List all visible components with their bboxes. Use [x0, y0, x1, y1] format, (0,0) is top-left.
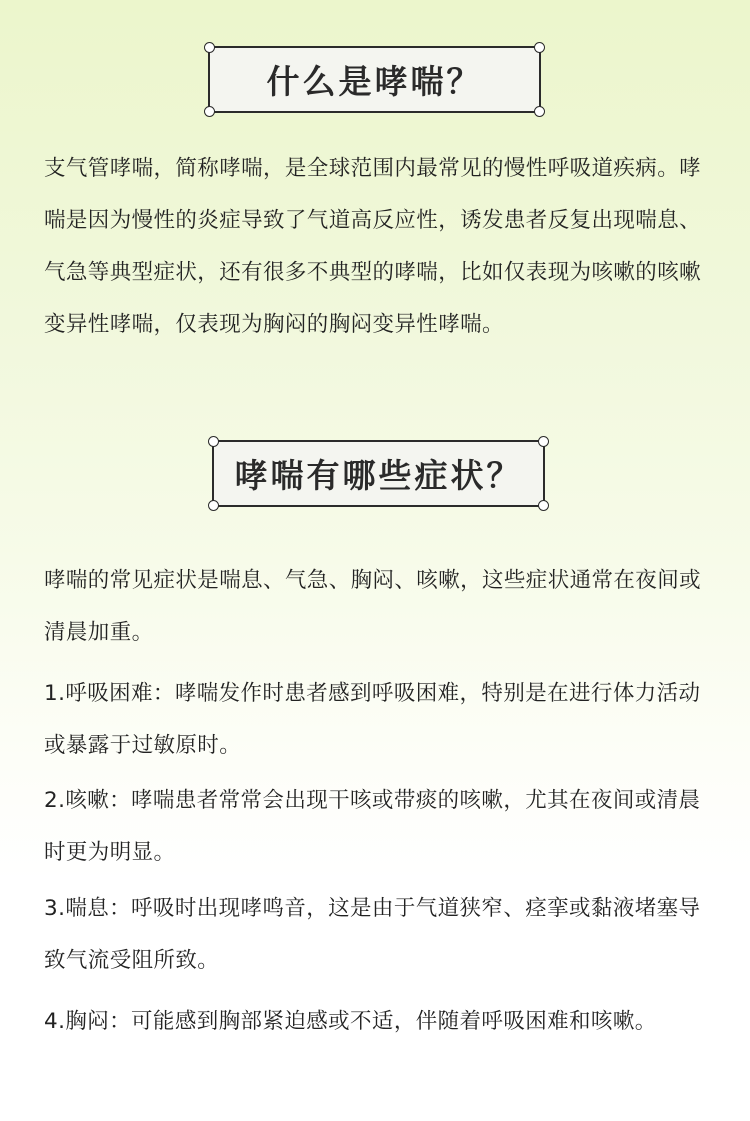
corner-dot: [208, 436, 219, 447]
section-title-box-symptoms: [212, 440, 545, 507]
corner-dot: [208, 500, 219, 511]
corner-dot: [204, 106, 215, 117]
corner-dot: [538, 436, 549, 447]
section-title: 什么是哮喘？: [266, 62, 483, 101]
symptom-item-dyspnea: 1.呼吸困难：哮喘发作时患者感到呼吸困难，特别是在进行体力活动或暴露于过敏原时。: [44, 681, 701, 758]
corner-dot: [534, 106, 545, 117]
symptoms-intro-paragraph: 哮喘的常见症状是喘息、气急、胸闷、咳嗽，这些症状通常在夜间或清晨加重。: [44, 568, 702, 645]
symptom-item-cough: 2.咳嗽：哮喘患者常常会出现干咳或带痰的咳嗽，尤其在夜间或清晨时更为明显。: [44, 788, 701, 865]
corner-dot: [534, 42, 545, 53]
section-title-box-what-is-asthma: [208, 46, 541, 113]
intro-paragraph: 支气管哮喘，简称哮喘，是全球范围内最常见的慢性呼吸道疾病。哮喘是因为慢性的炎症导致了气道高反应性，诱发患者反复出现喘息、气急等典型症状，还有很多不典型的哮喘，比如仅表现为咳嗽的咳嗽变异性哮喘，仅表现为胸闷的胸闷变异性哮喘。: [44, 156, 702, 337]
corner-dot: [538, 500, 549, 511]
corner-dot: [204, 42, 215, 53]
symptom-item-wheezing: 3.喘息：呼吸时出现哮鸣音，这是由于气道狭窄、痉挛或黏液堵塞导致气流受阻所致。: [44, 896, 701, 973]
section-title: 哮喘有哪些症状？: [234, 456, 523, 495]
symptom-item-chest-tightness: 4.胸闷：可能感到胸部紧迫感或不适，伴随着呼吸困难和咳嗽。: [44, 1009, 657, 1034]
